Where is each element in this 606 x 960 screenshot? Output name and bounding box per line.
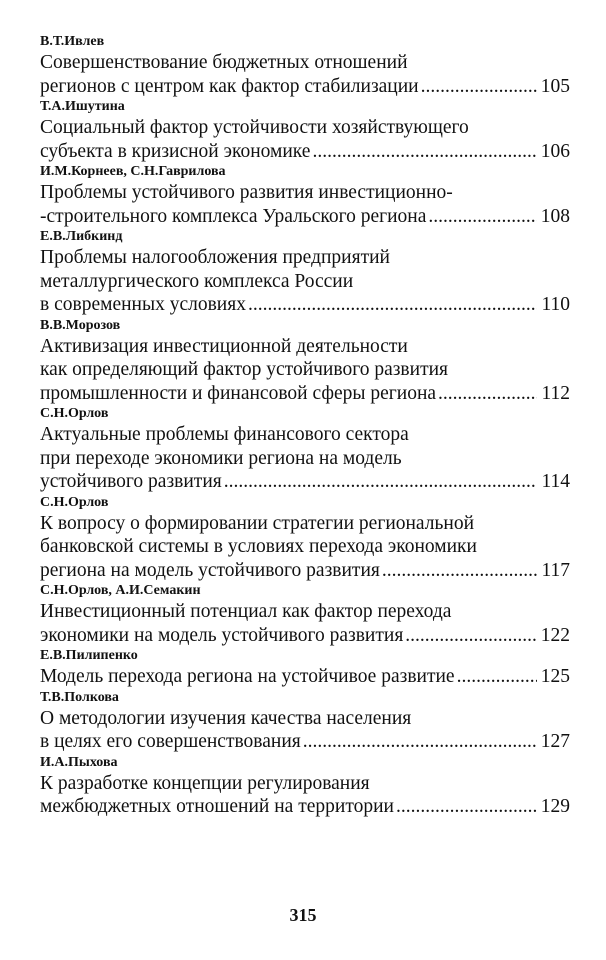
entry-author: И.А.Пыхова	[40, 754, 118, 770]
toc-entry	[40, 689, 570, 754]
entry-title-line: Инвестиционный потенциал как фактор перехода	[40, 601, 452, 622]
toc-entry	[40, 647, 570, 689]
toc-entry	[40, 228, 570, 317]
dot-leader	[438, 382, 537, 406]
entry-page-number: 105	[540, 75, 570, 97]
entry-title-last: межбюджетных отношений на территории	[40, 796, 394, 817]
entry-last-line	[40, 665, 570, 689]
entry-last-line	[40, 140, 570, 164]
entry-last-line	[40, 470, 570, 494]
entry-title-line: К вопросу о формировании стратегии региональной	[40, 512, 475, 534]
entry-title-line: О методологии изучения качества населения	[40, 707, 412, 729]
dot-leader	[312, 140, 536, 164]
dot-leader	[303, 730, 537, 754]
toc-entry	[40, 317, 570, 406]
entry-title-line: Активизация инвестиционной деятельности	[40, 335, 408, 357]
toc-entry	[40, 98, 570, 163]
entry-last-line	[40, 624, 570, 648]
entry-title-line: банковской системы в условиях перехода экономики	[40, 536, 477, 557]
entry-title-line: Социальный фактор устойчивости хозяйствующего	[40, 117, 469, 138]
entry-author: С.Н.Орлов	[40, 406, 109, 421]
entry-last-line	[40, 559, 570, 583]
entry-page-number: 110	[541, 294, 570, 315]
entry-last-line	[40, 382, 570, 406]
entry-title-line: металлургического комплекса России	[40, 270, 354, 292]
entry-author: Е.В.Пилипенко	[40, 648, 138, 663]
entry-title-line: Актуальные проблемы финансового сектора	[40, 424, 409, 445]
dot-leader	[396, 795, 537, 819]
entry-last-line	[40, 293, 570, 317]
entry-last-line	[40, 795, 570, 819]
entry-title-last: Модель перехода региона на устойчивое развитие	[40, 666, 455, 687]
dot-leader	[457, 665, 537, 689]
entry-title-line: Совершенствование бюджетных отношений	[40, 52, 408, 73]
entry-page-number: 106	[540, 140, 570, 162]
toc-entry	[40, 163, 570, 228]
entry-title-line: К разработке концепции регулирования	[40, 772, 370, 794]
entry-author: Т.А.Ишутина	[40, 99, 125, 114]
entry-title-last: субъекта в кризисной экономике	[40, 140, 311, 162]
toc-entry	[40, 405, 570, 494]
entry-page-number: 114	[541, 471, 570, 492]
entry-author: В.В.Морозов	[40, 317, 121, 333]
entry-title-line: при переходе экономики региона на модель	[40, 447, 402, 469]
entry-title-last: в современных условиях	[40, 294, 246, 315]
entry-author: И.М.Корнеев, С.Н.Гаврилова	[40, 164, 226, 179]
dot-leader	[428, 205, 536, 229]
entry-author: В.Т.Ивлев	[40, 34, 105, 49]
entry-title-last: -строительного комплекса Уральского региона	[40, 205, 427, 227]
toc-entry	[40, 582, 570, 647]
entry-author: Е.В.Либкинд	[40, 229, 123, 244]
entry-page-number: 112	[541, 382, 570, 404]
entry-last-line	[40, 730, 570, 754]
dot-leader	[224, 470, 538, 494]
entry-title-last: устойчивого развития	[40, 471, 222, 492]
toc-entry	[40, 33, 570, 98]
entry-title-line: Проблемы устойчивого развития инвестиционно-	[40, 182, 453, 203]
entry-page-number: 117	[541, 559, 570, 581]
entry-last-line	[40, 75, 570, 99]
dot-leader	[382, 559, 538, 583]
entry-title-last: в целях его совершенствования	[40, 731, 301, 752]
entry-author: Т.В.Полкова	[40, 689, 119, 705]
entry-title-line: Проблемы налогообложения предприятий	[40, 247, 390, 268]
entry-title-line: как определяющий фактор устойчивого развития	[40, 359, 449, 380]
entry-page-number: 108	[540, 205, 570, 227]
entry-title-last: регионов с центром как фактор стабилизации	[40, 75, 419, 97]
toc-entry	[40, 754, 570, 819]
page-number: 315	[289, 905, 317, 925]
dot-leader	[421, 75, 537, 99]
entry-page-number: 129	[540, 796, 570, 817]
entry-page-number: 127	[540, 731, 570, 752]
entry-title-last: промышленности и финансовой сферы региона	[40, 382, 437, 404]
dot-leader	[248, 293, 538, 317]
entry-title-last: региона на модель устойчивого развития	[40, 559, 380, 581]
entry-last-line	[40, 205, 570, 229]
entry-title-last: экономики на модель устойчивого развития	[40, 624, 404, 646]
entry-page-number: 122	[540, 624, 570, 646]
dot-leader	[405, 624, 536, 648]
entry-author: С.Н.Орлов	[40, 494, 109, 510]
toc-entry	[40, 494, 570, 583]
entry-author: С.Н.Орлов, А.И.Семакин	[40, 583, 201, 598]
table-of-contents	[40, 33, 570, 819]
entry-page-number: 125	[540, 666, 570, 687]
